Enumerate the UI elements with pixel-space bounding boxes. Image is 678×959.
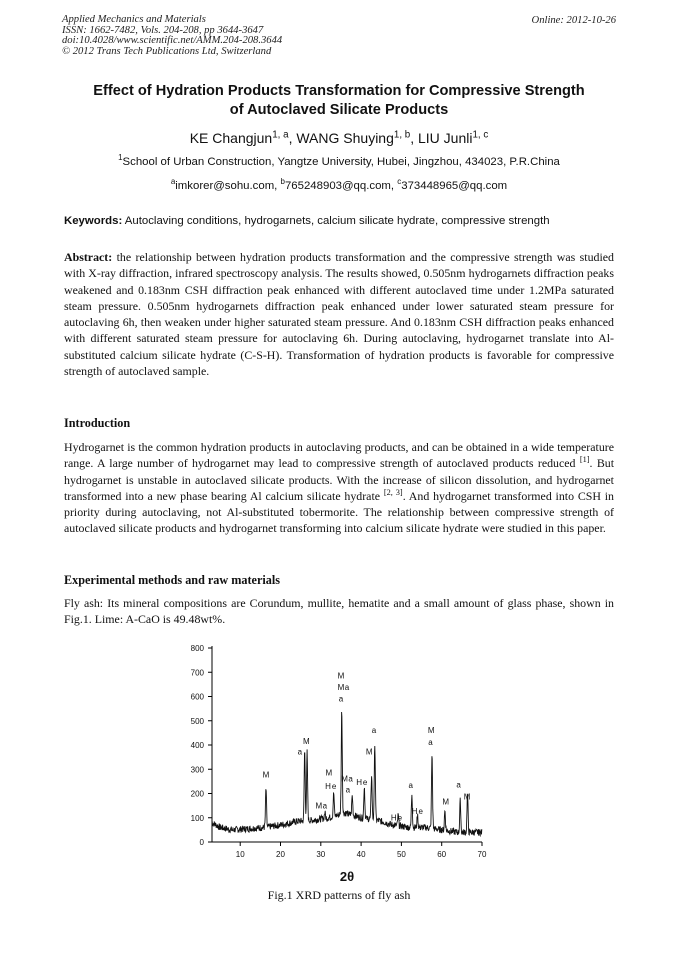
x-tick-label: 70 — [477, 850, 487, 859]
author-affiliation-mark: 1, b — [393, 129, 411, 141]
paper-title — [40, 82, 638, 120]
peak-annotation: a — [344, 682, 350, 692]
intro-text-part: . And hydrogarnet transformed into CSH in priority during autoclaving, not Al-substituted tobermorite. The relationship between compressive strength of autoclaved silicate products and hydrogarnet transforming into calcium silicate hydrate were studied in this paper. — [64, 488, 614, 536]
author-affiliation-mark: 1, a — [272, 129, 289, 141]
peak-annotation: M — [427, 725, 435, 735]
keywords-label: Keywords: — [64, 215, 123, 227]
citation[interactable]: [1] — [579, 455, 590, 465]
introduction-heading: Introduction — [64, 416, 131, 430]
title-line-1: Effect of Hydration Products Transformation for Compressive Strength — [93, 83, 585, 99]
x-tick-label: 20 — [276, 850, 285, 859]
y-tick-label: 100 — [190, 813, 204, 823]
peak-annotation: H — [411, 807, 418, 817]
abstract — [64, 249, 614, 379]
journal-copyright: © 2012 Trans Tech Publications Ltd, Switzerland — [62, 45, 272, 57]
experimental-text: Fly ash: Its mineral compositions are Corundum, mullite, hematite and a small amount of glass phase, shown in Fig.1. Lime: A-CaO is 49.48wt%. — [64, 596, 614, 627]
title-line-2: of Autoclaved Silicate Products — [229, 102, 449, 118]
x-tick-label: 30 — [316, 850, 326, 859]
x-tick-label: 10 — [235, 850, 245, 859]
y-tick-label: 300 — [190, 765, 204, 775]
y-tick-label: 600 — [190, 692, 204, 702]
experimental-heading: Experimental methods and raw materials — [64, 573, 280, 587]
affiliation-text: School of Urban Construction, Yangtze University, Hubei, Jingzhou, 434023, P.R.China — [122, 156, 560, 168]
peak-annotation: a — [297, 747, 303, 757]
x-tick-label: 50 — [396, 850, 406, 859]
affiliation — [40, 153, 638, 168]
y-tick-label: 500 — [190, 716, 204, 726]
journal-header — [62, 15, 282, 57]
peak-annotation: M — [337, 671, 345, 681]
peak-annotation: M — [442, 797, 450, 807]
peak-annotation: M — [341, 774, 348, 784]
peak-annotation: M — [337, 682, 345, 692]
peak-annotation: M — [463, 792, 471, 802]
journal-doi: doi:10.4028/www.scientific.net/AMM.204-208.3644 — [62, 35, 283, 46]
peak-annotation: M — [315, 801, 323, 811]
xrd-chart — [180, 642, 500, 887]
author-name: KE Changjun — [189, 130, 273, 146]
email-link[interactable]: imkorer@sohu.com, — [175, 180, 278, 192]
x-axis-label: 2θ — [339, 869, 355, 884]
author-list: KE Changjun$^{1, a}$, WANG Shuying$^{1, b}$, LIU Junli$^{1, c}$ — [189, 129, 489, 146]
peak-annotation: M — [302, 736, 310, 746]
peak-annotation: e — [362, 778, 368, 788]
keywords-text: Autoclaving conditions, hydrogarnets, calcium silicate hydrate, compressive strength — [124, 215, 550, 227]
author-name: LIU Junli — [418, 130, 473, 146]
xrd-figure — [180, 642, 500, 892]
y-tick-label: 400 — [190, 741, 204, 750]
peak-annotation: a — [456, 780, 461, 790]
peak-annotation: a — [338, 694, 344, 704]
citation[interactable]: [2, 3] — [383, 487, 403, 497]
journal-name: Applied Mechanics and Materials — [62, 14, 206, 25]
peak-annotation: a — [345, 785, 351, 795]
x-tick-label: 60 — [437, 850, 447, 859]
online-date: Online: 2012-10-26 — [531, 15, 616, 26]
peak-annotation: M — [325, 768, 333, 778]
abstract-text: the relationship between hydration products transformation and the compressive strength was studied with X-ray diffraction, infrared spectroscopy analysis. The results showed, 0.505nm hydrogarnets diffraction peaks weakened and 0.183nm CSH diffraction peak enhanced with different autoclaved time under 1.2MPa saturated steam pressure. 0.505nm hydrogarnets diffraction peak enhanced under lower saturated steam pressure for autoclaving 6h, then weaken under higher saturated steam pressure. And 0.183nm CSH diffraction peaks enhanced with different saturated steam pressure for autoclaving 6h. During autoclaving, hydrogarnet translate into Al-substituted calcium silicate hydrate (C-S-H). Transformation of hydration products is favorable for compressive strength of autoclaved sample. — [64, 250, 614, 379]
introduction-text — [64, 439, 614, 537]
email-mark: b — [280, 177, 285, 187]
peak-annotation: M — [262, 770, 270, 780]
email-mark: a — [170, 177, 176, 187]
y-tick-label: 700 — [190, 668, 204, 678]
author-name: WANG Shuying — [296, 130, 394, 146]
peak-annotation: H — [356, 778, 362, 788]
author-emails — [40, 177, 638, 192]
peak-annotation: e — [331, 782, 337, 792]
peak-annotation: a — [322, 801, 328, 811]
peak-annotation: a — [428, 738, 433, 747]
peak-annotation: e — [397, 813, 403, 823]
y-tick-label: 200 — [190, 789, 204, 799]
intro-text-part: Hydrogarnet is the common hydration products in autoclaving products, and can be obtained in a wide temperature range. A large number of hydrogarnet may lead to compressive strength of autoclaved products reduced — [64, 440, 614, 471]
keywords — [64, 215, 614, 227]
author-affiliation-mark: 1, c — [472, 129, 489, 141]
intro-text-part: . But hydrogarnet is unstable in autoclaved silicate products. With the increase of silicon dissolution, and hydrogarnet transformed into a new phase bearing Al calcium silicate hydrate — [64, 456, 614, 503]
figure-caption: Fig.1 XRD patterns of fly ash — [267, 888, 411, 902]
y-tick-label: 0 — [199, 838, 204, 847]
peak-annotation: a — [371, 725, 377, 735]
peak-annotation: H — [325, 782, 331, 792]
affiliation-mark: 1 — [118, 153, 123, 163]
peak-annotation: e — [418, 807, 423, 817]
peak-annotation: H — [390, 813, 397, 823]
abstract-label: Abstract: — [64, 250, 113, 264]
email-link[interactable]: 765248903@qq.com, — [284, 180, 395, 192]
y-tick-label: 800 — [190, 644, 204, 653]
journal-issn: ISSN: 1662-7482, Vols. 204-208, pp 3644-3647 — [62, 24, 264, 36]
peak-annotation: a — [348, 774, 353, 784]
x-tick-label: 40 — [356, 850, 366, 859]
email-mark: c — [397, 177, 402, 187]
peak-annotation: a — [408, 781, 413, 791]
peak-annotation: M — [365, 747, 373, 757]
email-link[interactable]: 373448965@qq.com — [401, 180, 508, 192]
